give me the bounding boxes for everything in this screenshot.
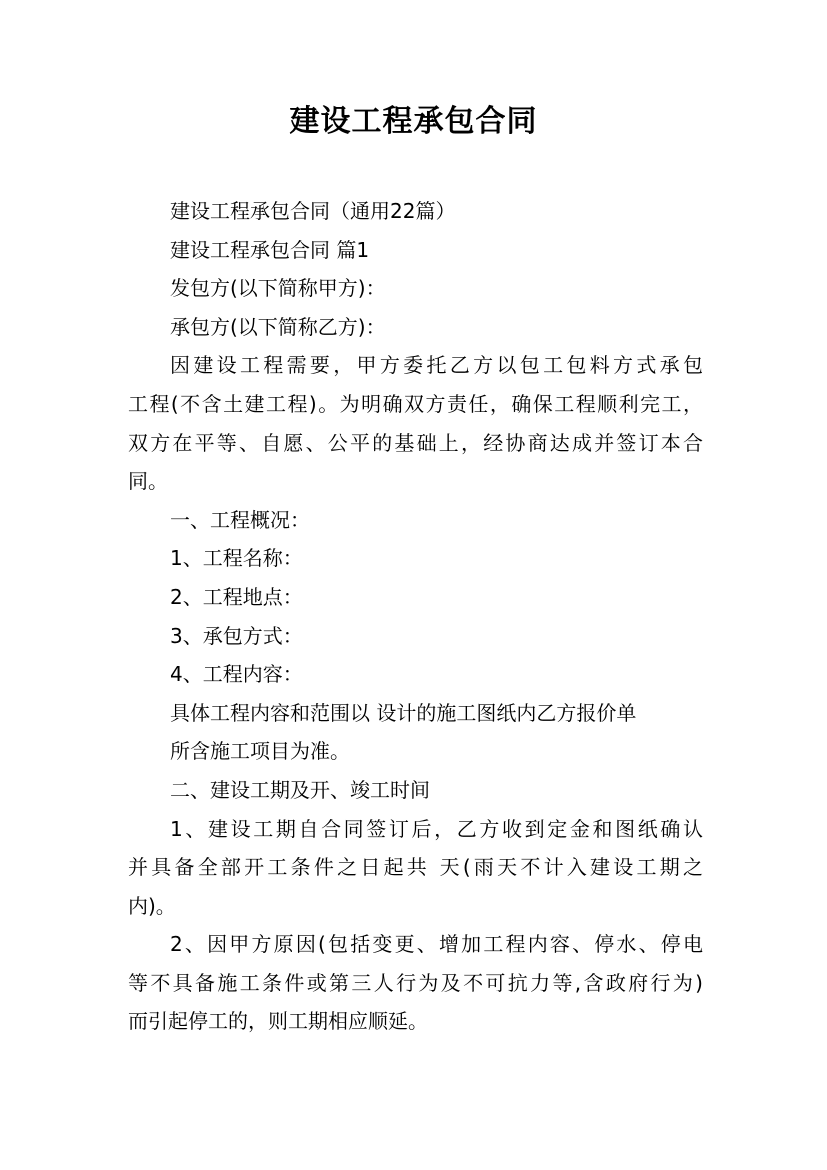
paragraph-line: 具体工程内容和范围以 设计的施工图纸内乙方报价单 [170,700,637,725]
paragraph-line: 并具备全部开工条件之日起共 天(雨天不计入建设工期之 [128,855,703,880]
paragraph-line: 2、因甲方原因(包括变更、增加工程内容、停水、停电 [170,932,703,957]
paragraph-line: 1、建设工期自合同签订后，乙方收到定金和图纸确认 [170,816,703,841]
paragraph-line: 所含施工项目为准。 [170,739,350,764]
list-item: 2、工程地点： [170,584,303,609]
paragraph-line: 双方在平等、自愿、公平的基础上，经协商达成并签订本合 [128,430,703,455]
section-heading: 二、建设工期及开、竣工时间 [170,777,430,802]
list-item: 1、工程名称： [170,546,303,571]
document-title: 建设工程承包合同 [289,104,538,139]
paragraph-line: 内)。 [128,893,176,918]
paragraph-line: 因建设工程需要，甲方委托乙方以包工包料方式承包 [170,353,703,378]
list-item: 3、承包方式： [170,623,303,648]
document-body [128,192,703,1041]
section-heading: 一、工程概况： [170,507,310,532]
subtitle-line: 建设工程承包合同（通用22篇） [170,199,456,223]
party-b-line: 承包方(以下简称乙方)： [170,314,386,339]
party-a-line: 发包方(以下简称甲方)： [170,276,386,301]
paragraph-line: 等不具备施工条件或第三人行为及不可抗力等,含政府行为) [128,970,703,995]
section-heading: 建设工程承包合同 篇1 [170,237,370,262]
paragraph-line: 而引起停工的，则工期相应顺延。 [128,1009,428,1034]
paragraph-line: 工程(不含土建工程)。为明确双方责任，确保工程顺利完工， [128,391,703,416]
list-item: 4、工程内容： [170,662,303,687]
paragraph-line: 同。 [128,469,168,494]
